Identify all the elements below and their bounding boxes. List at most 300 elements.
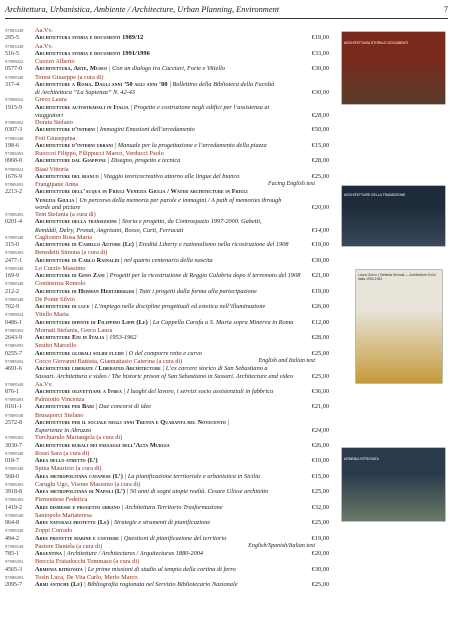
entry-title: Architetture per il sociale negli anni Trenta e Quaranta del Novecento [35, 418, 226, 426]
entry-title-row [5, 81, 329, 89]
page-number: 7 [443, 5, 448, 14]
author-code: 97888493 [5, 343, 24, 349]
entry-author: Dorata Stefano [35, 119, 73, 126]
entry-code: 198-6 [5, 142, 19, 149]
entry-price: €20,00 [311, 550, 329, 557]
entry-price: €15,00 [311, 141, 329, 149]
entry-price: €25,00 [311, 349, 329, 357]
author-code: 97888824 [5, 312, 24, 318]
catalog-entry [5, 296, 329, 312]
entry-price: €21,00 [311, 272, 329, 279]
catalog-entry [5, 211, 329, 234]
entry-title: Architetture di Gino Zani [35, 272, 105, 279]
entry-code: 702-9 [5, 304, 19, 310]
entry-title-row [5, 173, 329, 181]
entry-price: €15,00 [311, 472, 329, 480]
entry-price: €28,00 [311, 111, 329, 119]
entry-subtitle: | Con un dialogo tra Cacciari, Forte e Vitiello [108, 65, 226, 73]
entry-author-row [5, 327, 329, 334]
entry-author-row [5, 543, 329, 550]
entry-title-row [5, 303, 329, 311]
cover-title: ARCHITETTURA STORIA E DOCUMENTI [344, 40, 408, 45]
entry-price: €30,00 [311, 89, 329, 96]
catalog-entry [5, 574, 329, 590]
entry-title: Architetture liberate / Liberated Architecture [35, 365, 161, 372]
author-code: 97888493 [5, 151, 24, 156]
catalog-entry [5, 96, 329, 119]
entry-title-row [5, 535, 329, 543]
entry-title: Architetture di luce [35, 303, 90, 310]
entry-code: 0486-1 [5, 319, 22, 326]
entry-author: Biasi Vittoria [35, 165, 69, 173]
entry-code: 295-5 [5, 35, 19, 42]
entry-subtitle: | Progetto e costruzione negli edifici per l’assistenza ai [130, 103, 270, 111]
entry-author: Caruglu Ugo, Visone Massimo (a cura di) [35, 480, 141, 488]
entry-subtitle: | Bollettino della Biblioteca della Facoltà [169, 80, 275, 88]
entry-title: Architetture dell’acqua in Friuli Venezia Giulia / Water architecture in Friuli [35, 188, 248, 196]
entry-title: Architetture d’interni urbani [35, 141, 114, 149]
entry-subtitle-continued [5, 112, 329, 119]
catalog-entry [5, 342, 329, 358]
entry-author-row [5, 58, 329, 65]
entry-code: 1915-9 [5, 104, 22, 111]
entry-title: Architetture per Bari [35, 403, 94, 411]
entry-code: 0307-3 [5, 127, 22, 134]
entry-author-row [5, 43, 329, 50]
entry-author-row [5, 249, 329, 256]
catalog-entry [5, 135, 329, 151]
entry-author-row [5, 574, 329, 581]
entry-price: €28,00 [311, 334, 329, 341]
entry-author-row [5, 558, 329, 565]
catalog-entry [5, 150, 329, 166]
entry-subtitle: | 50 anni di sogni utopie realtà. Cesare Ulisse architetto [126, 488, 269, 495]
entry-title-row [5, 442, 329, 450]
entry-title-row [5, 288, 329, 296]
author-code: 97888493 [5, 397, 24, 402]
entry-author-row [5, 135, 329, 142]
entry-price: €19,00 [311, 241, 329, 248]
entry-subtitle: | La pianificazione territoriale e urbanistica in Sicilia [124, 472, 261, 480]
entry-price: €20,00 [311, 203, 329, 211]
entry-author: Santopolo Mariateresa [35, 511, 92, 519]
cover-title: ARCHITETTURE DELLA TRANSIZIONE [344, 193, 406, 198]
catalog-entry [5, 119, 329, 135]
entry-title: Architetture della transizione [35, 218, 118, 226]
entry-author-row [5, 527, 329, 534]
entry-subtitle: | 1953-1962 [105, 334, 137, 341]
catalog-entry [5, 234, 329, 250]
entry-price: €30,00 [311, 565, 329, 573]
entry-price: €19,00 [311, 34, 329, 42]
catalog-entry [5, 481, 329, 497]
entry-title: Architetture rurali nei paesaggi dell’Alta Murgia [35, 441, 170, 449]
author-code: 97888492 [5, 358, 24, 364]
entry-code: 964-8 [5, 520, 19, 526]
entry-author-row [5, 412, 329, 419]
entry-code: 2477-1 [5, 257, 22, 264]
entry-language-note: English/Spanish/Italian text [248, 542, 315, 549]
entry-author: Continenza Romolo [35, 280, 86, 288]
entry-title-row [5, 50, 329, 58]
entry-title-row [5, 218, 329, 226]
entry-author-row [5, 74, 329, 81]
entry-title: Architetture di Camillo Autore (Le) [35, 241, 134, 248]
catalog-entry [5, 58, 329, 74]
page-header [5, 4, 448, 19]
catalog-entry [5, 381, 329, 397]
entry-subtitle-continued [5, 227, 329, 234]
entry-price: €26,00 [311, 303, 329, 310]
entry-subtitle: | Immagini Emozioni dell’arredamento [96, 126, 195, 134]
entry-author-row [5, 296, 329, 303]
author-code: 97888348 [5, 450, 24, 456]
catalog-entry [5, 558, 329, 574]
catalog-entry [5, 166, 329, 182]
entry-subtitle: | Strategie e strumenti di pianificazione [110, 519, 211, 526]
entry-title: Architettura storia e documenti 1989/12 [35, 34, 144, 42]
author-code: 97888548 [5, 412, 24, 418]
entry-subtitle: | [227, 418, 230, 426]
entry-author-row [5, 265, 329, 272]
entry-title: Architetture d’interni [35, 126, 95, 134]
author-code: 97888348 [5, 528, 24, 534]
entry-price: €19,00 [311, 534, 329, 542]
entry-price: €25,00 [311, 488, 329, 495]
cover-title: ARMENIA RITROVATA [344, 456, 379, 461]
entry-author: Cocco Giovanni Battista, Giannattasio Caterina (a cura di) [35, 357, 183, 365]
entry-author: Vitello Maria [35, 311, 69, 319]
entry-title: Architetture di Carlo Rainaldi [35, 256, 120, 264]
entry-title: Architettura, Arte, Museo [35, 65, 108, 73]
entry-code: 2095-7 [5, 582, 22, 588]
entry-title-row [5, 581, 329, 589]
author-code: 97888822 [5, 166, 24, 172]
entry-author: Frangipane Anna [35, 181, 79, 188]
entry-author: Turchiarulo Mariangela (a cura di) [35, 434, 123, 442]
entry-title: Armi antiche (Le) [35, 581, 83, 588]
entry-code: 4565-3 [5, 566, 22, 573]
entry-subtitle: | L’ex carcere storico di San Sebastiano a [162, 365, 268, 372]
author-code: 97883348 [5, 28, 24, 33]
entry-title-row [5, 365, 329, 373]
entry-title: Area metropolitana di Napoli (L’) [35, 488, 126, 495]
entry-price: €21,00 [311, 403, 329, 411]
author-code: 97888348 [5, 265, 24, 271]
entry-code: 785-1 [5, 551, 19, 557]
catalog-entry [5, 280, 329, 296]
entry-price: €32,00 [311, 503, 329, 511]
entry-title-row [5, 188, 329, 196]
entry-author: Tosin Luca, De Vita Carlo, Merlo Marco [35, 573, 138, 581]
catalog-entry [5, 327, 329, 343]
entry-subtitle: | Due concorsi di idee [95, 403, 152, 411]
entry-title-row [5, 566, 329, 574]
catalog-entry [5, 74, 329, 97]
author-code: 97888822 [5, 59, 24, 64]
catalog-entry [5, 512, 329, 528]
entry-subtitle: | Architetture / Architectures / Arquitecturas 1880-2004 [63, 550, 204, 557]
entry-author: Aa.Vv. [35, 380, 53, 388]
entry-code: 4691-6 [5, 366, 22, 372]
entry-author: Tent Stefania (a cura di) [35, 211, 96, 218]
entry-title-row [5, 126, 329, 134]
entry-author: Cagliostro Rosa Maria [35, 233, 93, 241]
entry-code: 0577-0 [5, 66, 22, 73]
catalog-entry [5, 27, 329, 43]
entry-title: Architetture a Roma. Dagli anni ’50 agli anni ’80 [35, 80, 168, 88]
entry-title: Architetture Eni in Italia [35, 334, 105, 341]
author-code: 97888548 [5, 543, 24, 549]
entry-subtitle: | Viaggio teoricocreativo attorno alle lingue del bianco [100, 172, 240, 180]
author-code: 97888492 [5, 497, 24, 503]
entry-title: Area metropolitana catanese (L’) [35, 472, 123, 480]
entry-title-continued [5, 197, 329, 204]
entry-price: €25,00 [311, 581, 329, 588]
author-code: 97888492 [5, 250, 24, 256]
entry-author: Cuozzo Alberto [35, 58, 75, 65]
entry-author-row [5, 434, 329, 441]
entry-author-row [5, 119, 329, 126]
catalog-entry [5, 311, 329, 327]
entry-subtitle: | Tutti i progetti dalla forma alla partecipazione [135, 287, 257, 295]
catalog-entry [5, 434, 329, 450]
cover-architetture-della-transizione [342, 186, 445, 246]
entry-code: 494-2 [5, 535, 19, 542]
catalog-entry [5, 450, 329, 466]
author-code: 97888348 [5, 74, 24, 80]
entry-author-row [5, 381, 329, 388]
catalog-entry [5, 543, 329, 559]
entry-subtitle: | Le prime missioni di studio al tempio della cortina di ferro [84, 565, 236, 573]
entry-author-row [5, 465, 329, 472]
author-code: 97888492 [5, 212, 24, 217]
entry-title: Architetture di Herman Hertzberger [35, 287, 135, 295]
entry-code: 568-0 [5, 473, 19, 480]
catalog-entry [5, 181, 329, 211]
entry-language-note: Facing English text [268, 181, 315, 187]
author-code: 97888492 [5, 559, 24, 565]
catalog-entry [5, 43, 329, 59]
entry-price: €50,00 [311, 126, 329, 134]
entry-subtitle: | nel quarto centenario della nascita [120, 256, 213, 264]
entry-title: Argentina [35, 550, 63, 557]
entry-price: €10,00 [311, 457, 329, 464]
entry-price: €25,00 [311, 519, 329, 526]
entry-author-row [5, 96, 329, 103]
entry-price: €19,00 [311, 287, 329, 295]
entry-code: 169-9 [5, 273, 19, 279]
entry-title-row [5, 157, 329, 165]
author-code: 97888348 [5, 466, 24, 472]
entry-title: Architetture globali solidi fluidi [35, 349, 124, 357]
author-code: 97888493 [5, 574, 24, 580]
author-code: 97888492 [5, 481, 24, 487]
entry-author-row [5, 396, 329, 403]
entry-price: €30,00 [311, 65, 329, 73]
entry-author: Mornati Stefania, Greco Laura [35, 326, 113, 334]
entry-author: Pastore Daniela (a cura di) [35, 542, 103, 550]
entry-subtitle: | L’impiego nelle discipline progettuali ed estetica nell’illuminazione [91, 303, 266, 310]
entry-author-row [5, 512, 329, 519]
entry-subtitle-cont: viaggiatori [35, 111, 63, 119]
entry-code: 0161-1 [5, 404, 22, 411]
entry-author-row [5, 496, 329, 503]
entry-code: 3918-8 [5, 489, 22, 495]
entry-subtitle: | O del comporre retto e curvo [125, 349, 202, 357]
entry-author: Zoppi Corrado [35, 527, 73, 535]
entry-code: 2213-2 [5, 189, 22, 196]
entry-code: 876-1 [5, 388, 19, 395]
entry-subtitle-cont: Remiddi, Delry, Pronat, Angrisani, Rosso, Curti, Ferracuti [35, 226, 184, 234]
cover-armenia-ritrovata [342, 448, 445, 521]
catalog-entry [5, 412, 329, 435]
catalog-entry [5, 527, 329, 543]
entry-subtitle-continued [5, 89, 329, 96]
entry-title: Architetture olivettiane a Ivrea [35, 387, 122, 395]
entry-author: Sestito Marcello [35, 342, 77, 350]
entry-title-row [5, 319, 329, 327]
author-code: 97888492 [5, 327, 24, 333]
entry-subtitle-cont: Sassari. Architettura e video / The historic prison of San Sebastiano in Sassari. Architecture and video [35, 373, 294, 381]
entry-subtitle-continued [5, 373, 329, 380]
page-header-title: Architettura, Urbanistica, Ambiente / Architecture, Urban Planning, Environment [5, 5, 280, 14]
entry-price: €25,00 [311, 373, 329, 381]
entry-code: 2643-9 [5, 335, 22, 341]
entry-author-row [5, 181, 329, 188]
entry-title: Aree protette marine e costiere [35, 534, 119, 542]
entry-code: 018-7 [5, 458, 19, 464]
author-code: 97888348 [5, 234, 24, 240]
entry-title-row [5, 104, 329, 112]
author-code: 97888348 [5, 381, 24, 387]
entry-author: Ruoccoi Filippo, Filippucci Marco, Verducci Paolo [35, 150, 164, 157]
author-code: 97888348 [5, 281, 24, 287]
entry-title: Architetture dal Giappone [35, 157, 107, 165]
entry-title-row [5, 350, 329, 358]
entry-author-row [5, 27, 329, 34]
entry-author: Spina Maurizio (a cura di) [35, 465, 102, 473]
entry-code: 1676-9 [5, 173, 22, 180]
entry-author: Brusaporci Stefano [35, 411, 84, 419]
entry-subtitle-cont: Esperienze in Abruzzo [35, 427, 92, 434]
entry-price: €36,00 [311, 387, 329, 395]
entry-subtitle: | Storia e progetto, da Controspazio 1997-2000. Gabetti, [118, 218, 262, 226]
entry-author-row [5, 280, 329, 287]
entry-code: 212-2 [5, 288, 19, 295]
author-code: 97883348 [5, 43, 24, 49]
entry-author-row [5, 481, 329, 488]
entry-language-note: English and Italian text [258, 357, 315, 364]
entry-title-row [5, 473, 329, 481]
entry-price: €26,00 [311, 441, 329, 449]
entry-title-row [5, 142, 329, 150]
entry-title-row [5, 419, 329, 427]
entry-subtitle: | I luoghi del lavoro, i servizi socio assistenziali in fabbrica [123, 387, 274, 395]
entry-title-row [5, 34, 329, 42]
entry-code: 0201-4 [5, 219, 22, 226]
entry-price: €30,00 [311, 256, 329, 264]
entry-title-row [5, 457, 329, 465]
entry-subtitle: | Manuale per la progettazione e l’arredamento della piazza [114, 141, 267, 149]
entry-subtitle-cont: di Architettura “La Sapienza” N. 42-43 [35, 89, 136, 96]
entry-title: Armenia ritrovata [35, 565, 83, 573]
catalog-entry [5, 465, 329, 481]
entry-title-row [5, 334, 329, 342]
author-code: 97888822 [5, 97, 24, 103]
cover-architetture-eni [356, 270, 442, 383]
catalog-entry [5, 396, 329, 412]
entry-author: Aa.Vv. [35, 27, 53, 34]
entry-author-row [5, 166, 329, 173]
entry-author: De Ponte Silvio [35, 295, 75, 303]
entry-title-row [5, 403, 329, 411]
entry-title: Aree dismesse e progetto urbano [35, 503, 120, 511]
entry-title-row [5, 504, 329, 512]
entry-price: €12,00 [311, 318, 329, 326]
entry-author-row [5, 342, 329, 349]
entry-subtitle: | Progetti per la ricostruzione di Reggio Calabria dopo il terremoto del 1908 [106, 272, 301, 279]
entry-code: 516-5 [5, 50, 19, 57]
entry-subtitle-continued [5, 204, 329, 211]
entry-code: 2572-8 [5, 419, 22, 426]
entry-code: 0968-0 [5, 158, 22, 165]
catalog-entry [5, 358, 329, 381]
entry-subtitle-continued [5, 427, 329, 434]
author-code: 97888348 [5, 135, 24, 141]
catalog-entry [5, 249, 329, 265]
entry-author: Greco Laura [35, 96, 67, 104]
entry-author-row [5, 211, 329, 218]
entry-author: Piemontese Federica [35, 496, 88, 504]
entry-author: Benedetti Simona (a cura di) [35, 249, 108, 257]
entry-title-row [5, 550, 329, 558]
entry-author: Aa.Vv. [35, 42, 53, 50]
catalog-entry [5, 496, 329, 512]
entry-title-row [5, 388, 329, 396]
entry-author: Lo Curzio Massimo [35, 264, 86, 272]
entry-code: 317-4 [5, 81, 19, 88]
entry-subtitle-cont: | Un percorso della memoria per parole e immagini / A path of memories through [75, 196, 282, 204]
entry-author-row [5, 234, 329, 241]
entry-subtitle: | Eredità Liberty e razionalismo nella ricostruzione del 1908 [135, 241, 289, 248]
entry-title-row [5, 241, 329, 249]
entry-code: 3030-7 [5, 442, 22, 449]
entry-title: Aree naturali protette (Le) [35, 519, 110, 526]
entry-subtitle-cont2: words and picture [35, 203, 81, 211]
entry-author-row [5, 358, 329, 365]
entry-price: €25,00 [311, 172, 329, 180]
entry-title: Architetture del bianco [35, 172, 99, 180]
entry-title-row [5, 272, 329, 280]
cover-title: Laura Greco | Stefania Mornati — Architetture Eni in Italia 1953-1962 [358, 273, 437, 281]
entry-title: Architetture dipinte di Filippino Lippi (Le) [35, 318, 148, 326]
entry-title: Area dello stretto (L’) [35, 457, 98, 464]
entry-title: Architettura storia e documenti 1991/1996 [35, 49, 150, 57]
entry-author-row [5, 311, 329, 318]
entry-subtitle: | Bibliografia ragionata nel Servizio Bibliotecario Nazionale [83, 581, 238, 588]
entry-subtitle: | Disegno, progetto e tecnica [107, 157, 181, 165]
entry-price: €33,00 [311, 49, 329, 57]
entry-author: Breccia Fratadocchi Tommaso (a cura di) [35, 558, 140, 566]
entry-price: €24,00 [311, 427, 329, 434]
entry-author-row [5, 150, 329, 157]
author-code: 97888348 [5, 296, 24, 302]
entry-subtitle: | Architettura Territorio Trasformazione [121, 503, 223, 511]
entry-code: 0255-7 [5, 350, 22, 357]
entry-title-row [5, 65, 329, 73]
entry-author: Palmiotto Vincenza [35, 396, 85, 403]
